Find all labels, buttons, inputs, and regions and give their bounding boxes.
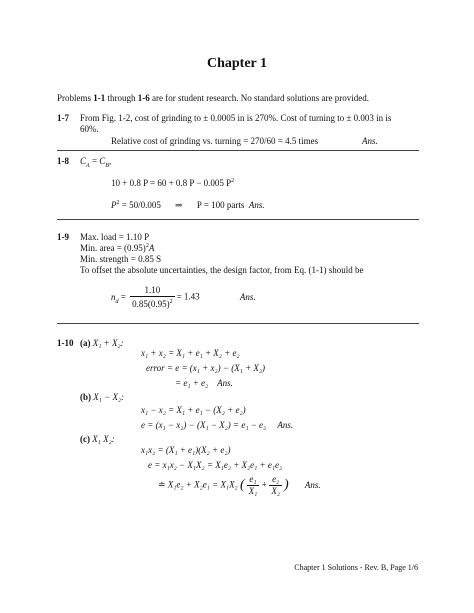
intro-post: are for student research. No standard solutions are provided.	[149, 93, 369, 103]
intro-paragraph	[57, 93, 369, 103]
problem-number-1-7: 1-7	[57, 113, 69, 123]
problem-1-8-equation1	[111, 178, 234, 188]
fraction-denominator: X₂	[271, 486, 280, 496]
problem-1-9-line4: To offset the absolute uncertainties, the design factor, from Eq. (1-1) should be	[80, 265, 364, 275]
equation-text: = 50/0.005	[119, 200, 161, 210]
equation-result: = 1.43	[176, 291, 200, 302]
problem-1-7-line2: 60%.	[80, 124, 99, 134]
relative-error-fraction-1	[247, 474, 260, 497]
part-a-equation1: x₁ + x₂ = X₁ + e₁ + X₂ + e₂	[141, 348, 240, 358]
fraction-numerator: e₁	[247, 474, 260, 486]
answer-label: Ans.	[362, 136, 378, 146]
section-divider	[57, 150, 419, 151]
part-c-heading	[80, 434, 115, 444]
implies-arrow: ⇒	[175, 200, 183, 210]
part-b-equation1: x₁ − x₂ = X₁ + e₁ − (X₂ + e₂)	[141, 405, 246, 415]
equation-result: P = 100 parts	[196, 200, 245, 210]
equation-text: ≐ X₁e₂ + X₂e₁ = X₁X₂	[158, 479, 238, 490]
problem-1-9-line2	[80, 243, 154, 253]
equation-exponent: 2	[231, 178, 235, 184]
part-label: (a)	[80, 338, 91, 348]
part-expression: X₁ − X₂:	[93, 392, 125, 402]
answer-label: Ans.	[217, 378, 233, 388]
part-a-equation3	[175, 378, 233, 388]
answer-label: Ans.	[248, 200, 265, 210]
answer-label: Ans.	[277, 420, 294, 430]
part-label: (b)	[80, 392, 91, 402]
problem-number-1-9: 1-9	[57, 232, 69, 242]
part-c-equation1: x₁x₂ = (X₁ + e₁)(X₂ + e₂)	[141, 445, 231, 455]
equation-text: 10 + 0.8 P = 60 + 0.8 P − 0.005 P	[111, 178, 232, 188]
problem-1-8-given: $C_A = C_B$,	[80, 156, 112, 169]
part-expression: X₁ X₂:	[92, 434, 115, 444]
part-c-equation3: ≐ X₁e₂ + X₂e₁ = X₁X₂ ( $\frac{\text{e₁}}{\text{X₁}}$ + $\frac{\text{e₂}}{\text{X₂}}$ ) Ans.	[158, 474, 321, 496]
intro-problem-end: 1-6	[137, 93, 150, 103]
problem-1-9-line3: Min. strength = 0.85 S	[80, 254, 162, 264]
section-divider	[57, 219, 419, 220]
fraction-numerator: e₂	[269, 474, 282, 486]
part-b-equation2	[141, 420, 293, 430]
fraction-numerator: 1.10	[130, 285, 175, 297]
exponent: 2	[169, 299, 173, 305]
design-factor-fraction	[130, 285, 175, 310]
part-label: (c)	[80, 434, 90, 444]
plus-sign: +	[261, 479, 268, 490]
exponent: 2	[145, 243, 149, 249]
fraction-denominator	[130, 297, 175, 310]
answer-label: Ans.	[304, 479, 321, 490]
problem-number-1-10: 1-10	[57, 338, 74, 348]
problem-1-8-equation2: $P^2 = 50/0.005$ ⇒ P = 100 parts Ans.	[111, 200, 265, 210]
problem-1-9-equation: $n_d$ = $\frac{1.10}{0.85(0.95)^2}$ = 1.43 Ans.	[111, 285, 256, 309]
part-b-heading	[80, 392, 124, 402]
problem-number-1-8: 1-8	[57, 156, 69, 166]
equation-text: = e₁ + e₂	[175, 378, 209, 388]
fraction-denominator: X₁	[248, 486, 258, 496]
answer-label: Ans.	[239, 291, 256, 302]
problem-1-7-line1: From Fig. 1-2, cost of grinding to ± 0.0005 in is 270%. Cost of turning to ± 0.003 in is	[80, 113, 392, 123]
part-a-equation2: error = e = (x₁ + x₂) − (X₁ + X₂)	[146, 363, 266, 373]
section-divider	[57, 323, 419, 324]
part-a-heading	[80, 338, 124, 348]
denominator-text: 0.85(0.95)	[132, 299, 170, 309]
problem-1-7-line3: Relative cost of grinding vs. turning = 270/60 = 4.5 times	[111, 136, 319, 146]
equation-text: e = (x₁ − x₂) − (X₁ − X₂) = e₁ − e₂	[141, 420, 267, 430]
part-c-equation2: e = x₁x₂ − X₁X₂ = X₁e₂ + X₂e₁ + e₁e₂	[148, 460, 283, 470]
relative-error-fraction-2	[269, 474, 282, 497]
page-footer: Chapter 1 Solutions - Rev. B, Page 1/6	[294, 563, 418, 572]
problem-1-9-line1: Max. load = 1.10 P	[80, 232, 150, 242]
intro-pre: Problems	[57, 93, 94, 103]
min-area-text: Min. area = (0.95)	[80, 243, 146, 253]
intro-problem-start: 1-1	[93, 93, 106, 103]
area-symbol: A	[148, 243, 155, 253]
intro-mid: through	[105, 93, 138, 103]
page-title: Chapter 1	[206, 56, 268, 71]
part-expression: X₁ + X₂:	[92, 338, 124, 348]
